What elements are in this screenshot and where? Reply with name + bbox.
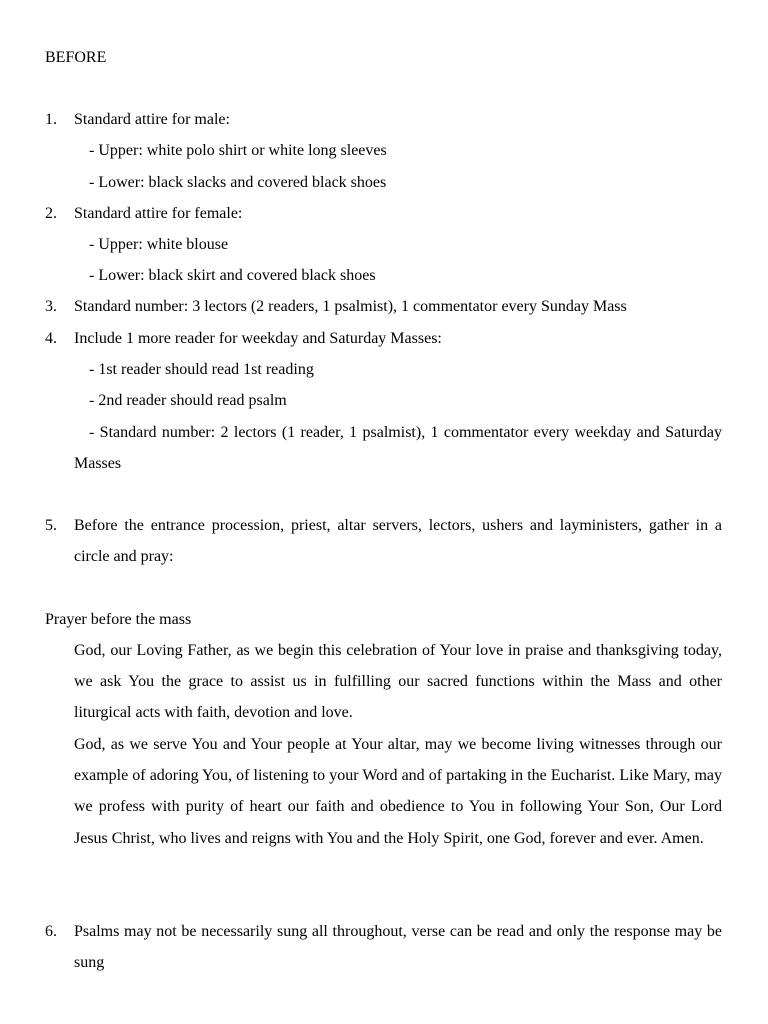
sub-item: - Upper: white polo shirt or white long sleeves xyxy=(89,142,387,159)
item-title: Psalms may not be necessarily sung all throughout, verse can be read and only the response may be sung xyxy=(74,923,722,972)
item-title: Standard attire for male: xyxy=(74,111,230,128)
item-number: 5. xyxy=(45,517,57,534)
item-title: Include 1 more reader for weekday and Saturday Masses: xyxy=(74,330,442,347)
item-number: 6. xyxy=(45,923,57,940)
prayer-title: Prayer before the mass xyxy=(45,611,192,628)
sub-item: - Lower: black slacks and covered black shoes xyxy=(89,174,387,191)
item-number: 3. xyxy=(45,298,57,315)
item-number: 2. xyxy=(45,205,57,222)
prayer-paragraph: God, our Loving Father, as we begin this celebration of Your love in praise and thanksgiving today, we ask You the grace to assist us in fulfilling our sacred functions within the Mass and other liturgical acts with faith, devotion and love. xyxy=(74,642,722,722)
sub-item: - 1st reader should read 1st reading xyxy=(89,361,314,378)
section-heading: BEFORE xyxy=(45,49,107,66)
sub-item: - Upper: white blouse xyxy=(89,236,229,253)
prayer-paragraph: God, as we serve You and Your people at Your altar, may we become living witnesses through our example of adoring You, of listening to your Word and of partaking in the Eucharist. Like Mary, may we profess with purity of heart our faith and obedience to You in following Your Son, Our Lord Jesus Christ, who lives and reigns with You and the Holy Spirit, one God, forever and ever. Amen. xyxy=(74,736,722,847)
sub-item: - Lower: black skirt and covered black shoes xyxy=(89,267,376,284)
item-title: Standard attire for female: xyxy=(74,205,243,222)
item-number: 4. xyxy=(45,330,57,347)
item-number: 1. xyxy=(45,111,57,128)
sub-item: - Standard number: 2 lectors (1 reader, 1 psalmist), 1 commentator every weekday and Saturday Masses xyxy=(74,424,722,473)
sub-item: - 2nd reader should read psalm xyxy=(89,392,287,409)
item-title: Standard number: 3 lectors (2 readers, 1 psalmist), 1 commentator every Sunday Mass xyxy=(74,298,627,315)
item-title: Before the entrance procession, priest, altar servers, lectors, ushers and layministers, gather in a circle and pray: xyxy=(74,517,722,566)
